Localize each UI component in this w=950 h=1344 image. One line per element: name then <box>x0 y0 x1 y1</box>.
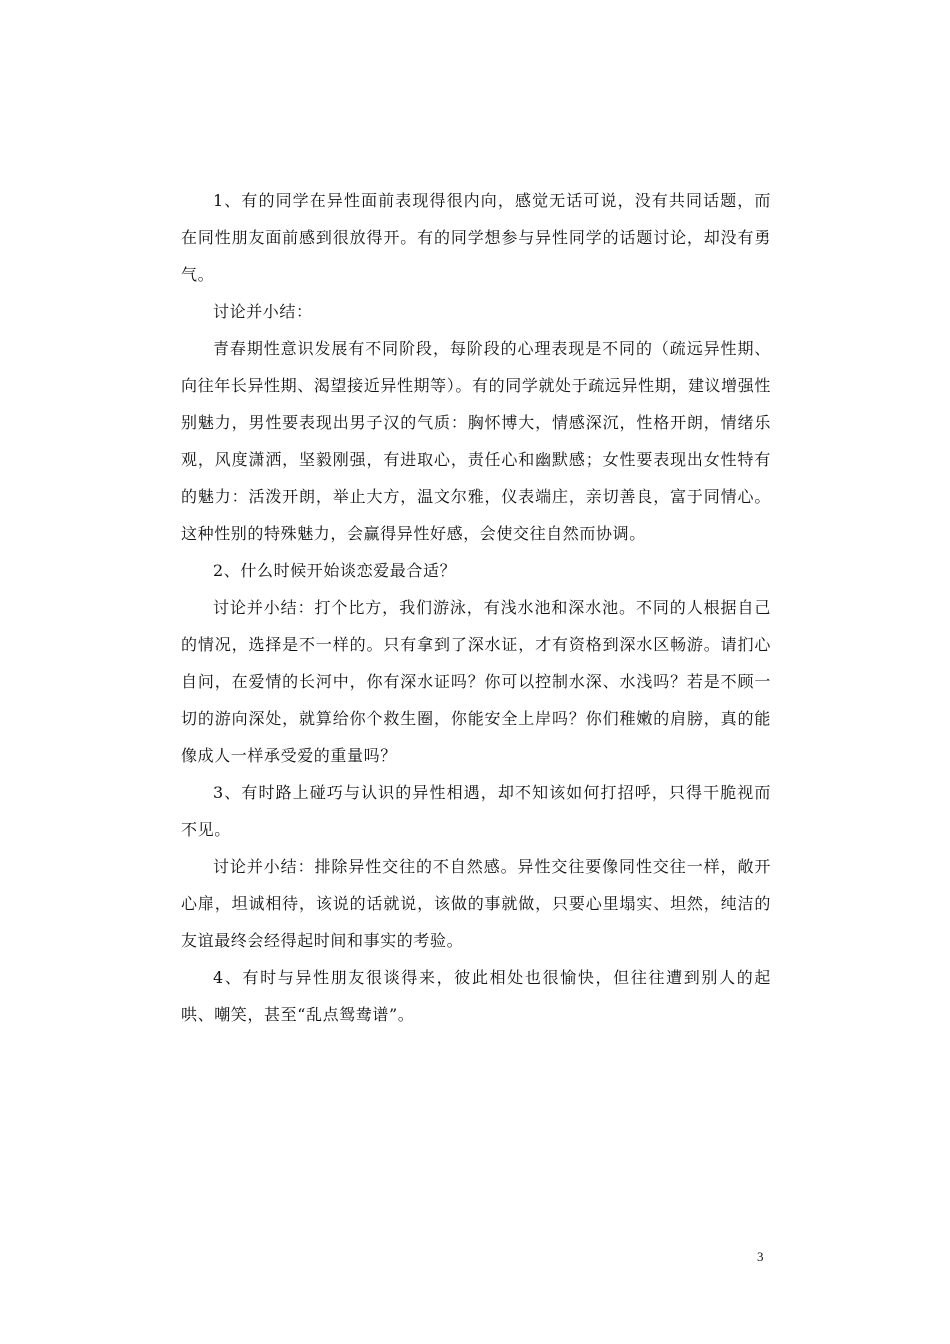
paragraph-3: 青春期性意识发展有不同阶段，每阶段的心理表现是不同的（疏远异性期、向往年长异性期、渴望接近异性期等）。有的同学就处于疏远异性期，建议增强性别魅力，男性要表现出男子汉的气质：胸怀博大，情感深沉，性格开朗，情绪乐观，风度潇洒，坚毅刚强，有进取心，责任心和幽默感；女性要表现出女性特有的魅力：活泼开朗，举止大方，温文尔雅，仪表端庄，亲切善良，富于同情心。这种性别的特殊魅力，会赢得异性好感，会使交往自然而协调。 <box>181 339 771 543</box>
paragraph-5: 讨论并小结：打个比方，我们游泳，有浅水池和深水池。不同的人根据自己的情况，选择是不一样的。只有拿到了深水证，才有资格到深水区畅游。请扪心自问，在爱情的长河中，你有深水证吗？你可以控制水深、水浅吗？若是不顾一切的游向深处，就算给你个救生圈，你能安全上岸吗？你们稚嫩的肩膀，真的能像成人一样承受爱的重量吗？ <box>181 598 771 765</box>
paragraph-7: 讨论并小结：排除异性交往的不自然感。异性交往要像同性交往一样，敞开心扉，坦诚相待，该说的话就说，该做的事就做，只要心里塌实、坦然，纯洁的友谊最终会经得起时间和事实的考验。 <box>181 857 771 950</box>
paragraph-1: 1、有的同学在异性面前表现得很内向，感觉无话可说，没有共同话题，而在同性朋友面前感到很放得开。有的同学想参与异性同学的话题讨论，却没有勇气。 <box>181 191 771 284</box>
paragraph-4: 2、什么时候开始谈恋爱最合适？ <box>213 561 457 580</box>
paragraph-8: 4、有时与异性朋友很谈得来，彼此相处也很愉快，但往往遭到别人的起哄、嘲笑，甚至“乱点鸳鸯谱”。 <box>181 968 771 1024</box>
paragraph-2: 讨论并小结： <box>213 302 313 321</box>
page-number: 3 <box>757 1249 764 1264</box>
document-body <box>181 182 771 1033</box>
paragraph-6: 3、有时路上碰巧与认识的异性相遇，却不知该如何打招呼，只得干脆视而不见。 <box>181 783 771 839</box>
